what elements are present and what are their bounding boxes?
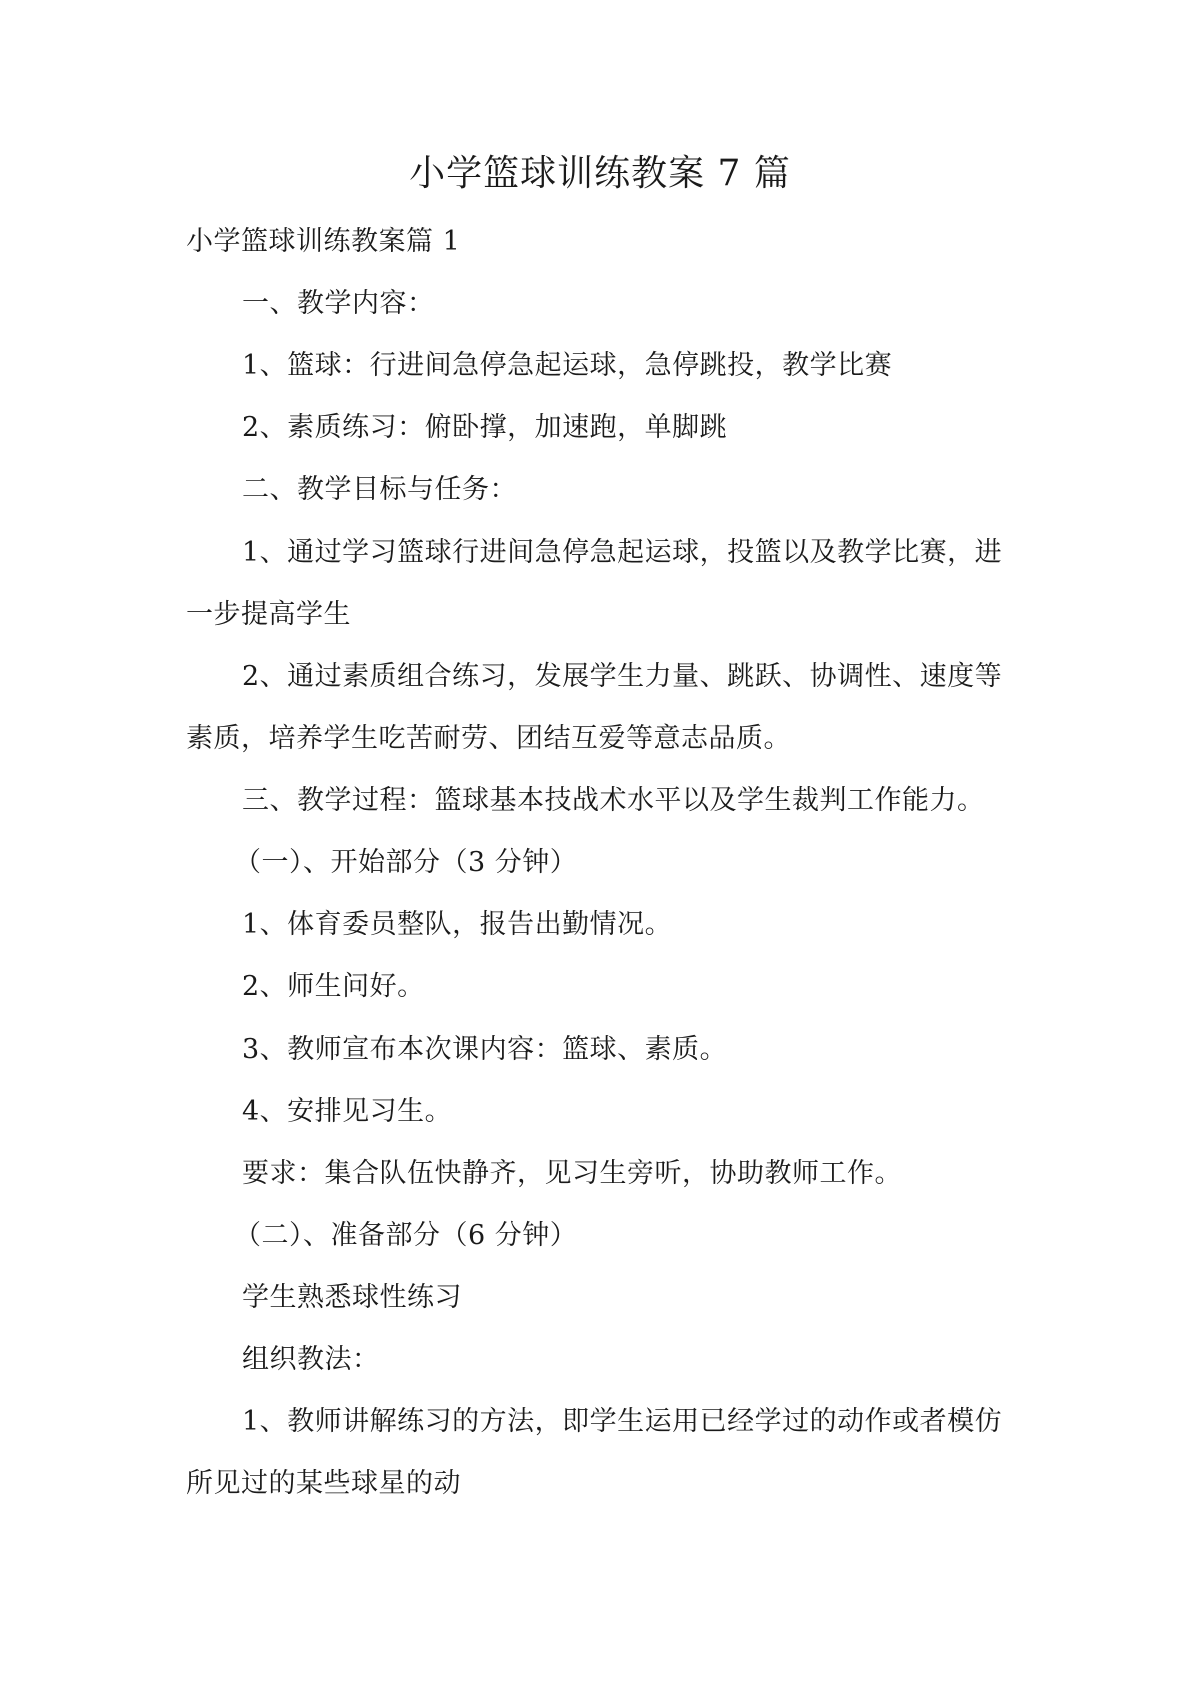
paragraph-line: 4、安排见习生。 — [242, 1096, 453, 1127]
paragraph-line: 1、体育委员整队，报告出勤情况。 — [242, 909, 673, 940]
document-title: 小学篮球训练教案 7 篇 — [409, 153, 791, 194]
paragraph-line: 要求：集合队伍快静齐，见习生旁听，协助教师工作。 — [242, 1158, 902, 1189]
paragraph-line: 一、教学内容： — [242, 288, 435, 319]
paragraph-line: 二、教学目标与任务： — [242, 474, 517, 505]
paragraph-line: 三、教学过程：篮球基本技战术水平以及学生裁判工作能力。 — [242, 785, 985, 816]
section-heading: 小学篮球训练教案篇 1 — [186, 226, 461, 257]
paragraph-line: 2、素质练习：俯卧撑，加速跑，单脚跳 — [242, 412, 728, 443]
paragraph-line: （一）、开始部分（3 分钟） — [234, 847, 578, 878]
paragraph-line: 2、师生问好。 — [242, 971, 425, 1002]
paragraph-line: （二）、准备部分（6 分钟） — [234, 1220, 578, 1251]
paragraph-line: 学生熟悉球性练习 — [242, 1282, 462, 1313]
paragraph-line: 组织教法： — [242, 1344, 380, 1375]
paragraph-line: 所见过的某些球星的动 — [186, 1468, 461, 1499]
paragraph-line: 3、教师宣布本次课内容：篮球、素质。 — [242, 1034, 728, 1065]
paragraph-line: 素质，培养学生吃苦耐劳、团结互爱等意志品质。 — [186, 723, 791, 754]
paragraph-line: 2、通过素质组合练习，发展学生力量、跳跃、协调性、速度等 — [242, 661, 1003, 692]
paragraph-line: 1、篮球：行进间急停急起运球，急停跳投，教学比赛 — [242, 350, 893, 381]
paragraph-line: 1、教师讲解练习的方法，即学生运用已经学过的动作或者模仿 — [242, 1406, 1003, 1437]
paragraph-line: 1、通过学习篮球行进间急停急起运球，投篮以及教学比赛，进 — [242, 537, 1003, 568]
paragraph-line: 一步提高学生 — [186, 599, 351, 630]
